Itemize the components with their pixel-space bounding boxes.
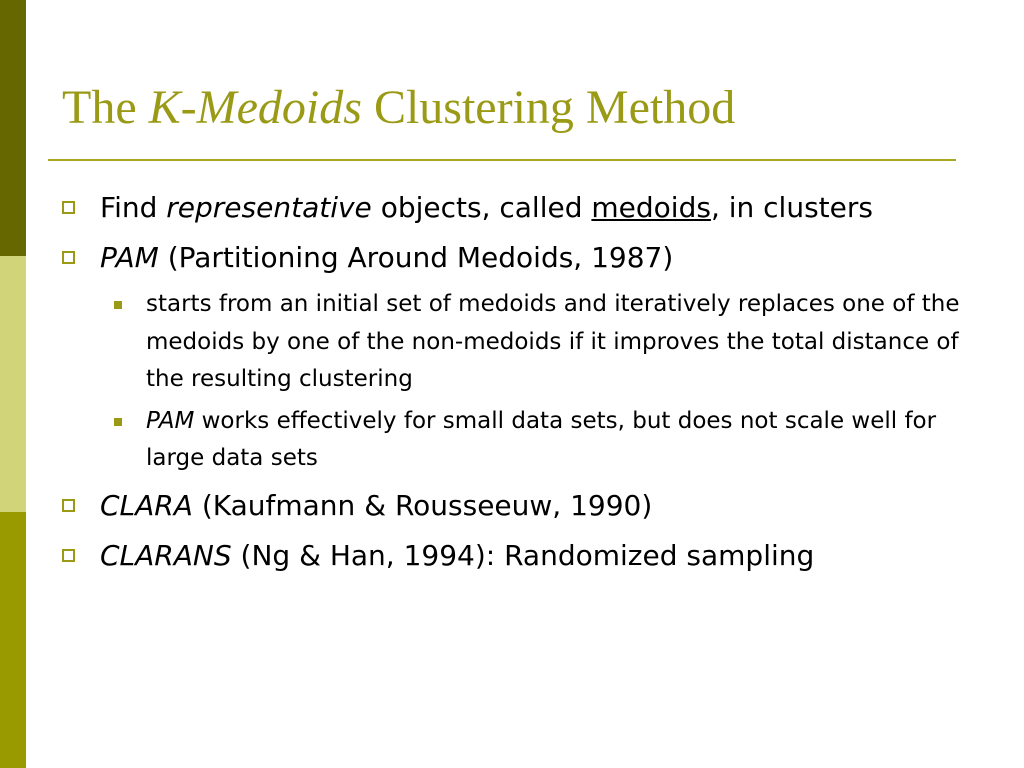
hollow-square-bullet-icon xyxy=(62,251,75,264)
side-bar-segment-middle xyxy=(0,256,26,512)
title-underline-rule xyxy=(48,159,956,161)
side-accent-bar xyxy=(0,0,26,768)
hollow-square-bullet-icon xyxy=(62,549,75,562)
sub-bullet-item-2 xyxy=(62,403,992,478)
bullet-3-text-1: CLARA xyxy=(100,488,193,522)
filled-square-bullet-icon xyxy=(114,301,122,309)
sub-bullet-list xyxy=(62,286,992,478)
bullet-3-text-2: (Kaufmann & Rousseeuw, 1990) xyxy=(192,488,653,522)
sub-bullet-2-text: works effectively for small data sets, but does not scale well for large data sets xyxy=(146,407,937,471)
bullet-4-text-2: (Ng & Han, 1994): Randomized sampling xyxy=(231,538,815,572)
sub-bullet-2-italic: PAM xyxy=(146,407,195,434)
bullet-item-1 xyxy=(62,186,992,230)
title-italic: K-Medoids xyxy=(148,81,362,134)
bullet-4-text-1: CLARANS xyxy=(100,538,232,572)
bullet-2-text-1: PAM xyxy=(100,241,159,274)
sub-bullet-1-text: starts from an initial set of medoids and iteratively replaces one of the medoids by one of the non-medoids if it improves the total distance of the resulting clustering xyxy=(146,291,960,392)
bullet-1-text-2: representative xyxy=(166,191,372,224)
bullet-1-text-1: Find xyxy=(100,191,167,224)
bullet-item-4 xyxy=(62,534,992,578)
bullet-2-text-2: (Partitioning Around Medoids, 1987) xyxy=(158,241,674,274)
bullet-item-3 xyxy=(62,484,992,528)
bullet-1-text-3: objects, called xyxy=(371,191,592,224)
hollow-square-bullet-icon xyxy=(62,201,75,214)
bullet-1-text-5: , in clusters xyxy=(710,191,873,224)
bullet-1-underlined-term: medoids xyxy=(591,191,711,224)
title-suffix: Clustering Method xyxy=(361,81,736,134)
sub-bullet-item-1 xyxy=(62,286,992,399)
side-bar-segment-bottom xyxy=(0,512,26,768)
side-bar-segment-top xyxy=(0,0,26,256)
title-prefix: The xyxy=(62,81,149,134)
hollow-square-bullet-icon xyxy=(62,499,75,512)
bullet-item-2 xyxy=(62,236,992,280)
bullet-list xyxy=(62,186,992,584)
filled-square-bullet-icon xyxy=(114,418,122,426)
slide-title xyxy=(62,78,735,138)
